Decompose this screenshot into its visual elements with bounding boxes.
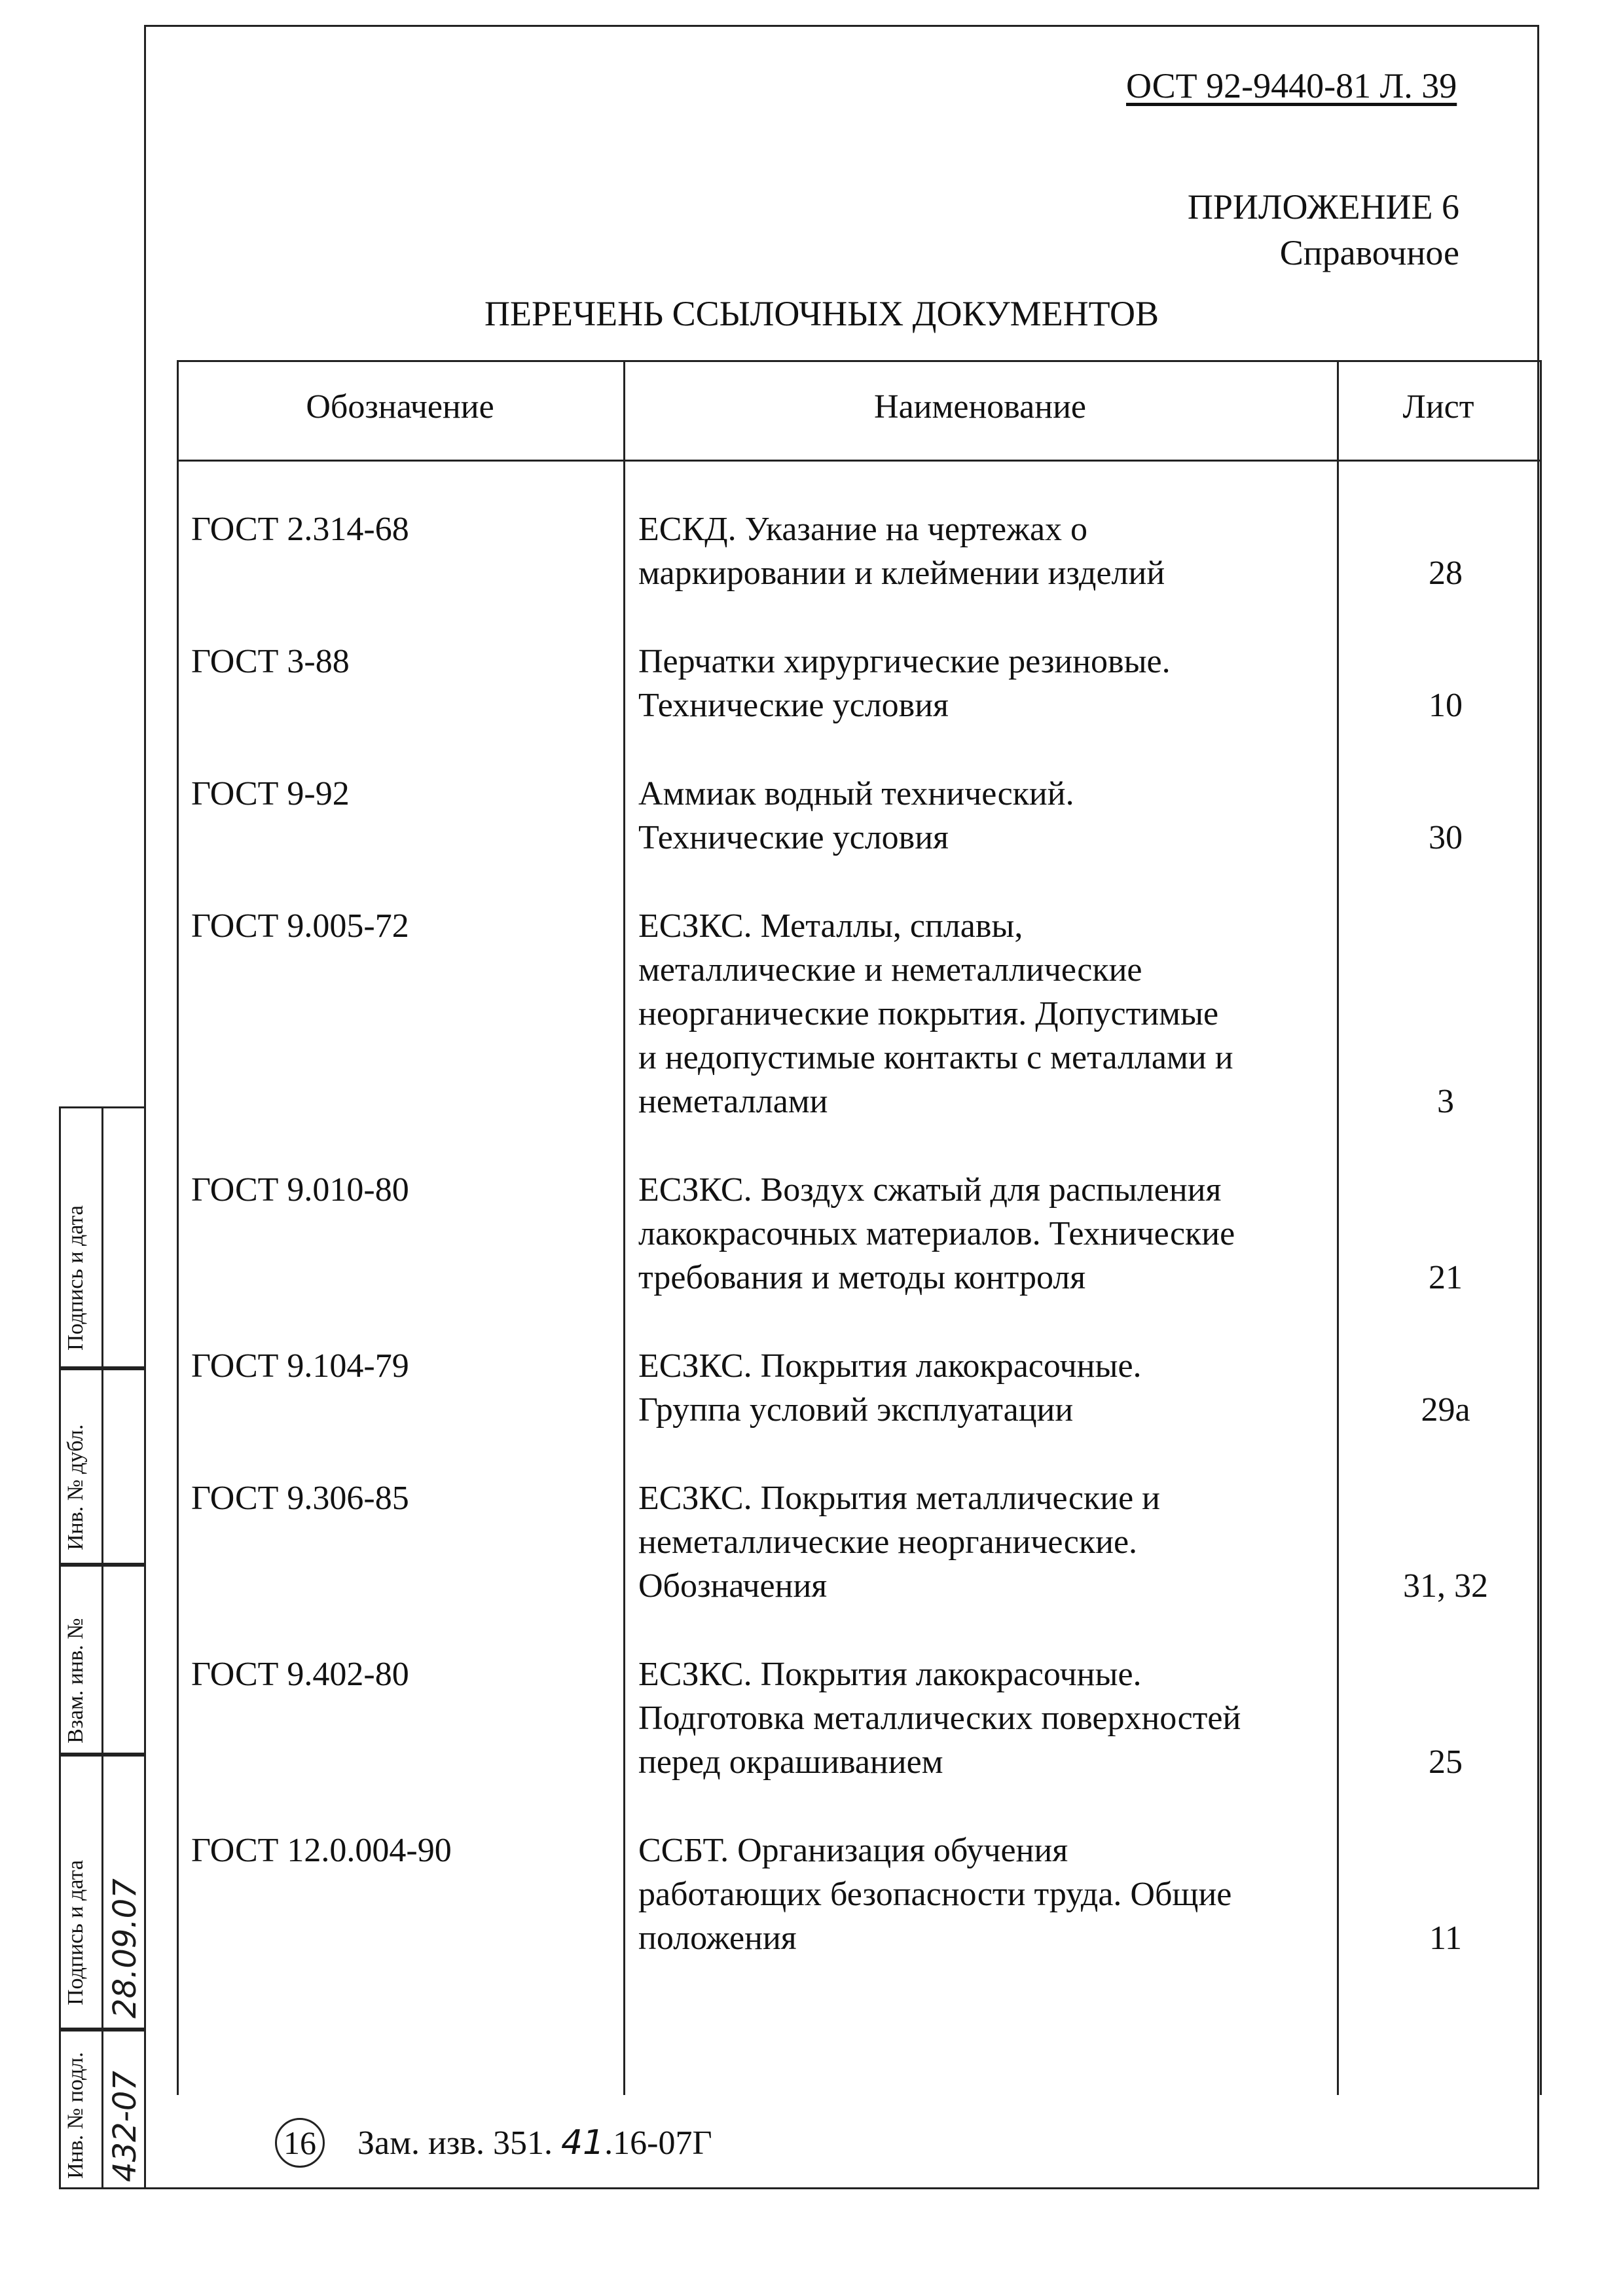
appendix-type: Справочное bbox=[1279, 233, 1459, 272]
row-code: ГОСТ 9.306-85 bbox=[191, 1480, 409, 1517]
row-name-line: маркировании и клеймении изделий bbox=[638, 555, 1165, 592]
row-name-line: ЕСЗКС. Покрытия лакокрасочные. bbox=[638, 1656, 1142, 1693]
change-notice-suffix: .16-07Г bbox=[604, 2124, 712, 2162]
row-sheet: 31, 32 bbox=[1403, 1567, 1488, 1605]
page-title: ПЕРЕЧЕНЬ ССЫЛОЧНЫХ ДОКУМЕНТОВ bbox=[484, 294, 1159, 333]
stamp-inv-original bbox=[59, 2030, 144, 2189]
row-sheet: 3 bbox=[1437, 1083, 1454, 1120]
row-name-line: ЕСЗКС. Покрытия лакокрасочные. bbox=[638, 1347, 1142, 1385]
row-name-line: металлические и неметаллические bbox=[638, 951, 1142, 989]
row-name-line: Технические условия bbox=[638, 819, 949, 856]
row-name-line: Технические условия bbox=[638, 687, 949, 724]
row-name-line: положения bbox=[638, 1920, 797, 1957]
stamp-label: Подпись и дата bbox=[64, 1205, 88, 1351]
row-code: ГОСТ 9.010-80 bbox=[191, 1171, 409, 1209]
change-notice-prefix: Зам. изв. 351. bbox=[357, 2124, 553, 2162]
row-name-line: лакокрасочных материалов. Технические bbox=[638, 1215, 1235, 1252]
row-code: ГОСТ 9-92 bbox=[191, 775, 350, 812]
column-header-name: Наименование bbox=[874, 388, 1086, 426]
change-notice-handwritten: 41 bbox=[560, 2123, 605, 2162]
row-code: ГОСТ 9.005-72 bbox=[191, 907, 409, 945]
row-code: ГОСТ 3-88 bbox=[191, 643, 350, 680]
row-name-line: требования и методы контроля bbox=[638, 1259, 1086, 1296]
row-code: ГОСТ 9.104-79 bbox=[191, 1347, 409, 1385]
table-col-border bbox=[623, 360, 625, 2095]
column-header-code: Обозначение bbox=[306, 388, 494, 426]
row-sheet: 30 bbox=[1429, 819, 1463, 856]
row-name-line: неорганические покрытия. Допустимые bbox=[638, 995, 1219, 1032]
row-name-line: ЕСЗКС. Покрытия металлические и bbox=[638, 1480, 1161, 1517]
row-name-line: работающих безопасности труда. Общие bbox=[638, 1876, 1232, 1913]
row-sheet: 10 bbox=[1429, 687, 1463, 724]
row-code: ГОСТ 2.314-68 bbox=[191, 511, 409, 548]
stamp-label: Взам. инв. № bbox=[64, 1618, 88, 1743]
row-sheet: 28 bbox=[1429, 555, 1463, 592]
stamp-signature-date-top bbox=[59, 1106, 144, 1368]
row-name-line: ЕСЗКС. Воздух сжатый для распыления bbox=[638, 1171, 1222, 1209]
column-header-sheet: Лист bbox=[1402, 388, 1474, 426]
change-notice bbox=[275, 2118, 712, 2168]
row-name-line: ЕСКД. Указание на чертежах о bbox=[638, 511, 1088, 548]
row-name-line: Перчатки хирургические резиновые. bbox=[638, 643, 1171, 680]
row-sheet: 29а bbox=[1421, 1391, 1470, 1429]
stamp-inv-dupl bbox=[59, 1368, 144, 1565]
row-sheet: 21 bbox=[1429, 1259, 1463, 1296]
row-name-line: ССБТ. Организация обучения bbox=[638, 1832, 1068, 1869]
row-code: ГОСТ 9.402-80 bbox=[191, 1656, 409, 1693]
row-name-line: перед окрашиванием bbox=[638, 1743, 943, 1781]
row-name-line: ЕСЗКС. Металлы, сплавы, bbox=[638, 907, 1023, 945]
table-col-border bbox=[177, 360, 179, 2095]
change-number-circle: 16 bbox=[275, 2118, 325, 2168]
stamp-label: Подпись и дата bbox=[64, 1860, 88, 2005]
handwritten-date: 28.09.07 bbox=[107, 1878, 143, 2018]
row-name-line: неметаллические неорганические. bbox=[638, 1523, 1138, 1561]
row-name-line: Группа условий эксплуатации bbox=[638, 1391, 1074, 1429]
reference-table bbox=[177, 360, 1542, 2095]
row-sheet: 25 bbox=[1429, 1743, 1463, 1781]
handwritten-inv-number: 432-07 bbox=[107, 2070, 143, 2182]
stamp-signature-date-bottom bbox=[59, 1755, 144, 2030]
row-name-line: неметаллами bbox=[638, 1083, 828, 1120]
row-sheet: 11 bbox=[1429, 1920, 1463, 1957]
stamp-replace-inv bbox=[59, 1565, 144, 1755]
stamp-label: Инв. № подл. bbox=[64, 2052, 88, 2179]
row-name-line: Подготовка металлических поверхностей bbox=[638, 1700, 1241, 1737]
row-name-line: и недопустимые контакты с металлами и bbox=[638, 1039, 1233, 1076]
row-name-line: Обозначения bbox=[638, 1567, 828, 1605]
row-code: ГОСТ 12.0.004-90 bbox=[191, 1832, 452, 1869]
document-code: ОСТ 92-9440-81 Л. 39 bbox=[1126, 66, 1457, 105]
appendix-label: ПРИЛОЖЕНИЕ 6 bbox=[1187, 187, 1459, 227]
table-col-border bbox=[1540, 360, 1542, 2095]
stamp-label: Инв. № дубл. bbox=[64, 1424, 88, 1550]
row-name-line: Аммиак водный технический. bbox=[638, 775, 1074, 812]
